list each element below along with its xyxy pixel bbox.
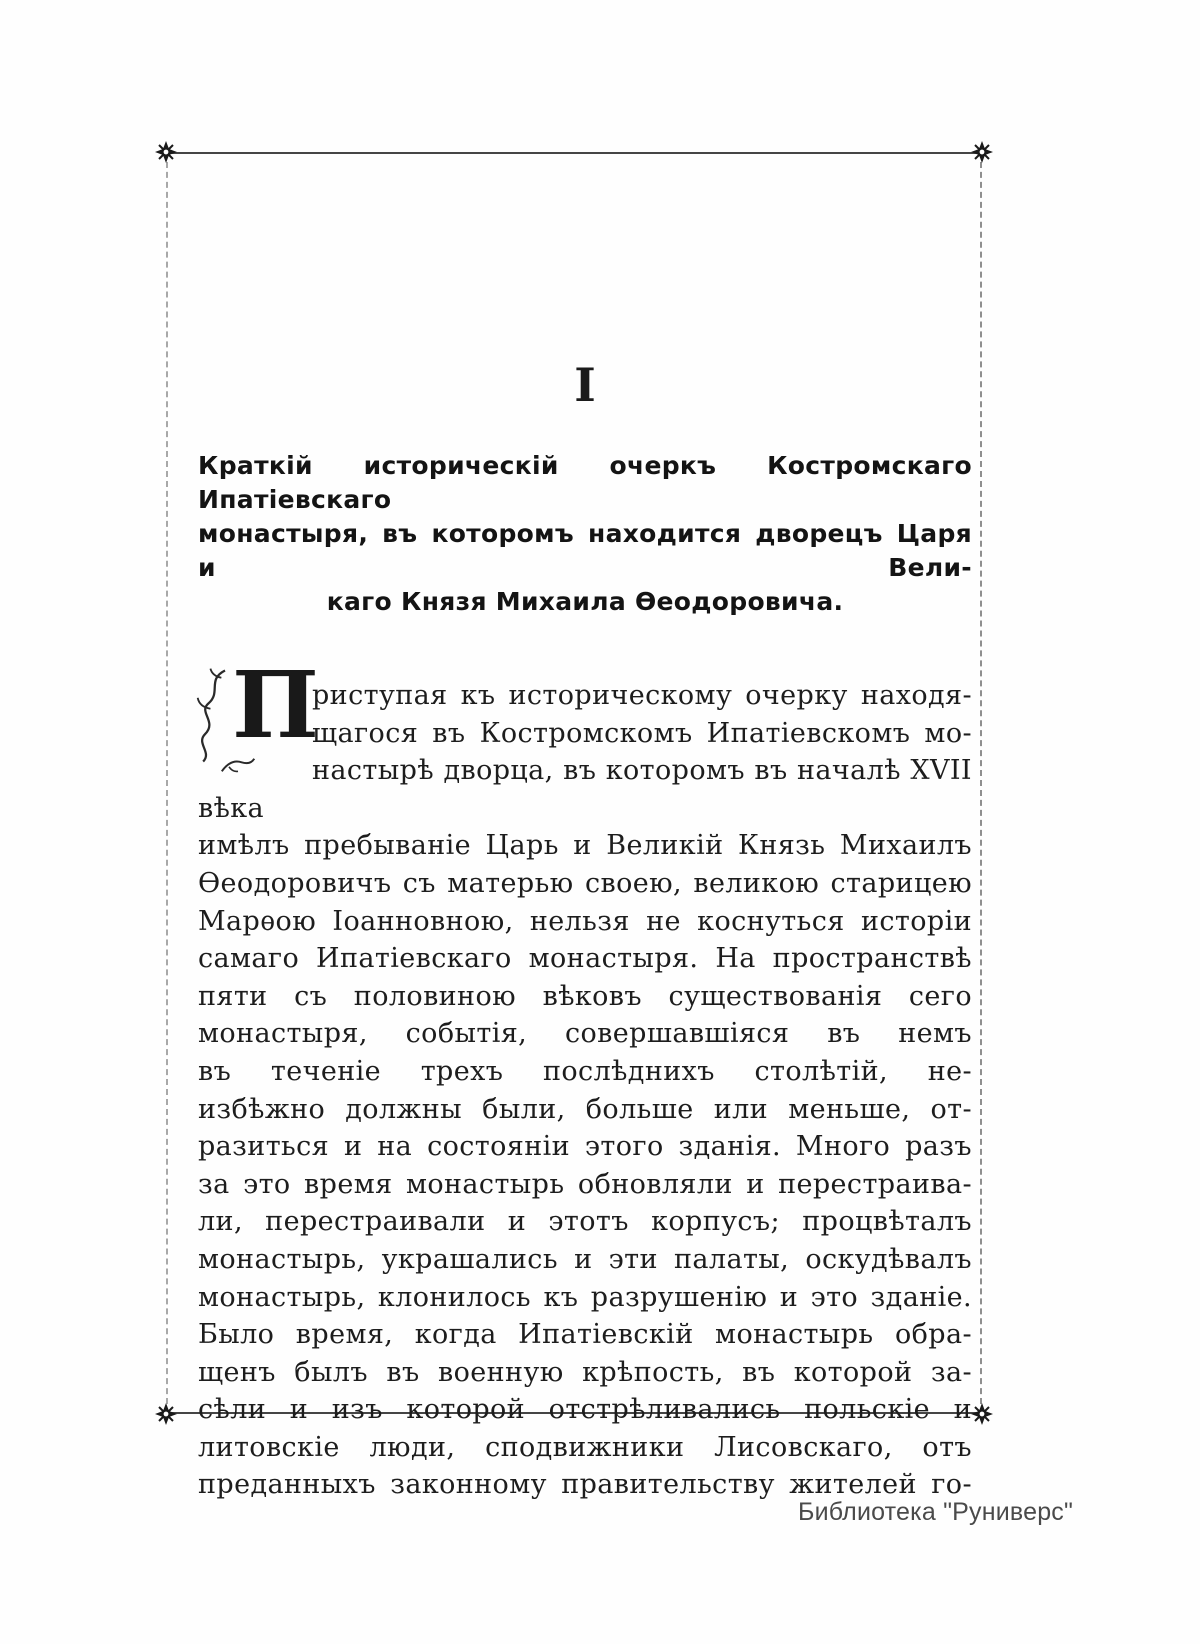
chapter-numeral: I: [574, 358, 596, 412]
body-line: въ теченіе трехъ послѣднихъ столѣтій, не-: [198, 1055, 972, 1087]
body-paragraph: [198, 651, 972, 1504]
corner-ornament-icon: [970, 140, 994, 164]
corner-ornament-icon: [154, 140, 178, 164]
body-line: Марѳою Іоанновною, нельзя не коснуться исторіи: [198, 905, 972, 937]
body-line: литовскіе люди, сподвижники Лисовскаго, отъ: [198, 1431, 972, 1463]
body-line: преданныхъ законному правительству жителей го-: [198, 1469, 972, 1501]
corner-ornament-icon: [154, 1402, 178, 1426]
chapter-heading: [198, 449, 972, 619]
body-line: монастыря, событія, совершавшіяся въ немъ: [198, 1018, 972, 1050]
body-line: монастырь, клонилось къ разрушенію и это зданіе.: [198, 1281, 972, 1313]
page-content: [198, 154, 972, 1504]
heading-line: каго Князя Михаила Ѳеодоровича.: [326, 587, 844, 616]
body-line: настырѣ дворца, въ которомъ въ началѣ XVII вѣка: [198, 755, 972, 824]
body-line: за это время монастырь обновляли и перестраива-: [198, 1168, 972, 1200]
heading-line: монастыря, въ которомъ находится дворецъ Царя и Вели-: [198, 519, 972, 582]
drop-cap: [198, 651, 319, 759]
body-line: сѣли и изъ которой отстрѣливались польскіе и: [198, 1394, 972, 1426]
corner-ornament-icon: [970, 1402, 994, 1426]
library-watermark: Библиотека "Руниверс": [798, 1498, 1074, 1526]
heading-line: Краткій историческій очеркъ Костромскаго Ипатіевскаго: [198, 451, 972, 514]
body-line: Было время, когда Ипатіевскій монастырь обра-: [198, 1319, 972, 1351]
leaf-ornament-icon: [220, 751, 256, 782]
body-line: щенъ былъ въ военную крѣпость, въ которой за-: [198, 1356, 972, 1388]
body-line: Ѳеодоровичъ съ матерью своею, великою старицею: [198, 867, 972, 899]
body-line: избѣжно должны были, больше или меньше, от-: [198, 1093, 972, 1125]
body-line: пяти съ половиною вѣковъ существованія сего: [198, 980, 972, 1012]
body-line: риступая къ историческому очерку находя-: [312, 680, 972, 711]
ornamental-frame: [166, 152, 982, 1501]
body-line: щагося въ Костромскомъ Ипатіевскомъ мо-: [312, 717, 972, 749]
drop-cap-letter: П: [232, 651, 319, 759]
body-line: разиться и на состояніи этого зданія. Много разъ: [198, 1131, 972, 1163]
body-line: самаго Ипатіевскаго монастыря. На пространствѣ: [198, 943, 972, 975]
body-line: имѣлъ пребываніе Царь и Великій Князь Михаилъ: [198, 830, 972, 862]
body-line: ли, перестраивали и этотъ корпусъ; процвѣталъ: [198, 1206, 972, 1238]
body-line: монастырь, украшались и эти палаты, оскудѣвалъ: [198, 1243, 972, 1275]
